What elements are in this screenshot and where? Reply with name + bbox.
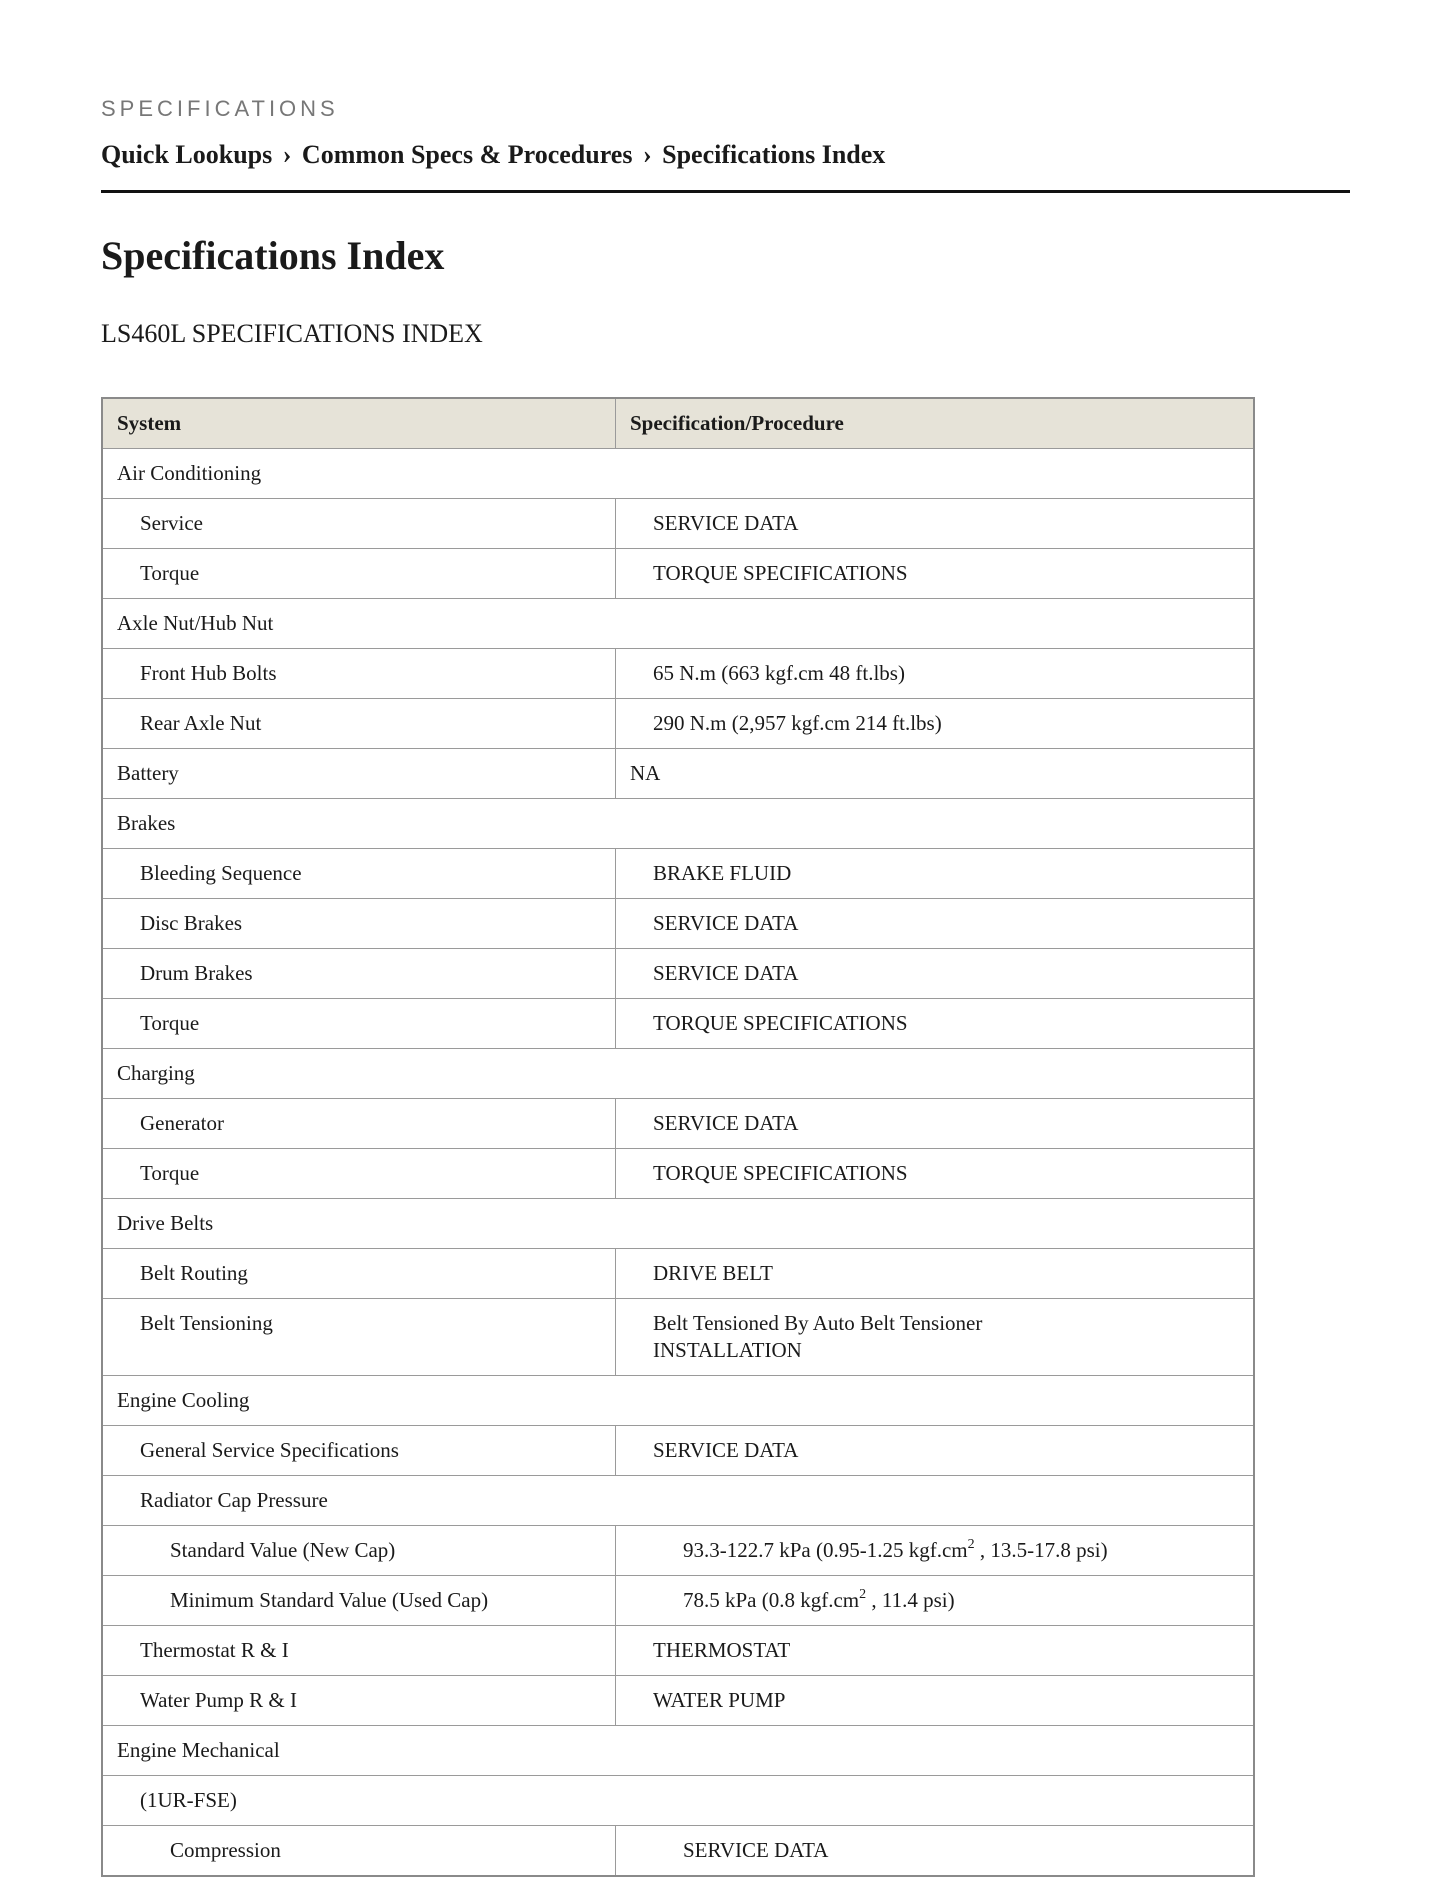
spec-value-suffix: , 11.4 psi)	[866, 1588, 955, 1612]
system-group-cell: Radiator Cap Pressure	[102, 1476, 1254, 1526]
breadcrumb-quick-lookups[interactable]: Quick Lookups	[101, 140, 273, 169]
spec-link[interactable]: SERVICE DATA	[653, 961, 799, 985]
table-row	[102, 1099, 1254, 1149]
system-cell: Service	[102, 499, 616, 549]
system-cell: Torque	[102, 549, 616, 599]
system-cell: Generator	[102, 1099, 616, 1149]
system-cell: Standard Value (New Cap)	[102, 1526, 616, 1576]
system-cell: Rear Axle Nut	[102, 699, 616, 749]
table-row	[102, 1576, 1254, 1626]
spec-link[interactable]: SERVICE DATA	[653, 1438, 799, 1462]
spec-superscript: 2	[967, 1537, 975, 1552]
table-row	[102, 1299, 1254, 1376]
spec-cell	[616, 499, 1255, 549]
spec-link[interactable]: BRAKE FLUID	[653, 861, 792, 885]
system-cell: Compression	[102, 1826, 616, 1877]
table-row	[102, 1726, 1254, 1776]
spec-cell	[616, 1526, 1255, 1576]
system-cell: Minimum Standard Value (Used Cap)	[102, 1576, 616, 1626]
system-cell: Torque	[102, 999, 616, 1049]
table-row	[102, 1476, 1254, 1526]
table-row	[102, 1149, 1254, 1199]
spec-cell	[616, 649, 1255, 699]
specifications-table	[101, 397, 1255, 1877]
system-cell: Battery	[102, 749, 616, 799]
system-group-cell: Air Conditioning	[102, 449, 1254, 499]
spec-value-suffix: , 13.5-17.8 psi)	[974, 1538, 1108, 1562]
system-cell: Bleeding Sequence	[102, 849, 616, 899]
spec-link[interactable]: TORQUE SPECIFICATIONS	[653, 1011, 908, 1035]
table-row	[102, 1049, 1254, 1099]
spec-link[interactable]: INSTALLATION	[653, 1338, 802, 1362]
spec-link[interactable]: SERVICE DATA	[653, 911, 799, 935]
spec-link[interactable]: SERVICE DATA	[683, 1838, 829, 1862]
table-row	[102, 1776, 1254, 1826]
spec-cell	[616, 1149, 1255, 1199]
spec-link[interactable]: SERVICE DATA	[653, 1111, 799, 1135]
table-row	[102, 899, 1254, 949]
spec-cell	[616, 1299, 1255, 1376]
system-cell: Belt Tensioning	[102, 1299, 616, 1376]
page-subtitle: LS460L SPECIFICATIONS INDEX	[101, 319, 483, 348]
spec-cell	[616, 1249, 1255, 1299]
spec-cell	[616, 899, 1255, 949]
spec-link[interactable]: TORQUE SPECIFICATIONS	[653, 561, 908, 585]
table-body	[102, 449, 1254, 1877]
system-cell: Disc Brakes	[102, 899, 616, 949]
spec-cell	[616, 999, 1255, 1049]
table-row	[102, 1249, 1254, 1299]
table-row	[102, 499, 1254, 549]
system-group-cell: Drive Belts	[102, 1199, 1254, 1249]
table-row	[102, 649, 1254, 699]
system-group-cell: Axle Nut/Hub Nut	[102, 599, 1254, 649]
system-group-cell: Engine Cooling	[102, 1376, 1254, 1426]
spec-value: NA	[630, 761, 661, 785]
table-row	[102, 1526, 1254, 1576]
table-row	[102, 549, 1254, 599]
breadcrumb-specifications-index: Specifications Index	[662, 140, 886, 169]
system-group-cell: Engine Mechanical	[102, 1726, 1254, 1776]
system-group-cell: Brakes	[102, 799, 1254, 849]
table-row	[102, 1826, 1254, 1877]
system-group-cell: Charging	[102, 1049, 1254, 1099]
spec-link[interactable]: DRIVE BELT	[653, 1261, 773, 1285]
spec-cell	[616, 849, 1255, 899]
spec-superscript: 2	[859, 1587, 867, 1602]
spec-cell	[616, 1676, 1255, 1726]
spec-value: 78.5 kPa (0.8 kgf.cm	[683, 1588, 860, 1612]
table-row	[102, 1626, 1254, 1676]
table-row	[102, 999, 1254, 1049]
table-row	[102, 1376, 1254, 1426]
system-cell: General Service Specifications	[102, 1426, 616, 1476]
table-row	[102, 699, 1254, 749]
table-row	[102, 949, 1254, 999]
spec-cell	[616, 949, 1255, 999]
spec-link[interactable]: WATER PUMP	[653, 1688, 786, 1712]
table-row	[102, 799, 1254, 849]
breadcrumb-separator: ›	[282, 140, 292, 169]
table-row	[102, 449, 1254, 499]
spec-value: 93.3-122.7 kPa (0.95-1.25 kgf.cm	[683, 1538, 968, 1562]
spec-cell	[616, 1426, 1255, 1476]
section-label: SPECIFICATIONS	[101, 96, 339, 121]
system-cell: Water Pump R & I	[102, 1676, 616, 1726]
system-cell: Front Hub Bolts	[102, 649, 616, 699]
column-header-system: System	[102, 398, 616, 449]
table-row	[102, 1676, 1254, 1726]
spec-cell	[616, 699, 1255, 749]
spec-cell	[616, 1826, 1255, 1877]
spec-link[interactable]: TORQUE SPECIFICATIONS	[653, 1161, 908, 1185]
system-cell: Torque	[102, 1149, 616, 1199]
table-row	[102, 849, 1254, 899]
breadcrumb	[101, 138, 1350, 193]
page-title: Specifications Index	[101, 233, 445, 278]
spec-link[interactable]: SERVICE DATA	[653, 511, 799, 535]
breadcrumb-common-specs[interactable]: Common Specs & Procedures	[301, 140, 633, 169]
breadcrumb-separator: ›	[642, 140, 652, 169]
table-row	[102, 1199, 1254, 1249]
system-cell: Thermostat R & I	[102, 1626, 616, 1676]
system-group-cell: (1UR-FSE)	[102, 1776, 1254, 1826]
spec-value: 290 N.m (2,957 kgf.cm 214 ft.lbs)	[653, 711, 942, 735]
spec-cell	[616, 1626, 1255, 1676]
spec-cell	[616, 549, 1255, 599]
column-header-spec: Specification/Procedure	[616, 398, 1255, 449]
spec-link[interactable]: THERMOSTAT	[653, 1638, 791, 1662]
spec-cell	[616, 749, 1255, 799]
spec-value: 65 N.m (663 kgf.cm 48 ft.lbs)	[653, 661, 905, 685]
table-row	[102, 749, 1254, 799]
table-row	[102, 1426, 1254, 1476]
table-row	[102, 599, 1254, 649]
spec-cell	[616, 1099, 1255, 1149]
system-cell: Drum Brakes	[102, 949, 616, 999]
system-cell: Belt Routing	[102, 1249, 616, 1299]
spec-cell	[616, 1576, 1255, 1626]
spec-value: Belt Tensioned By Auto Belt Tensioner	[653, 1311, 983, 1335]
table-header-row	[102, 398, 1254, 449]
